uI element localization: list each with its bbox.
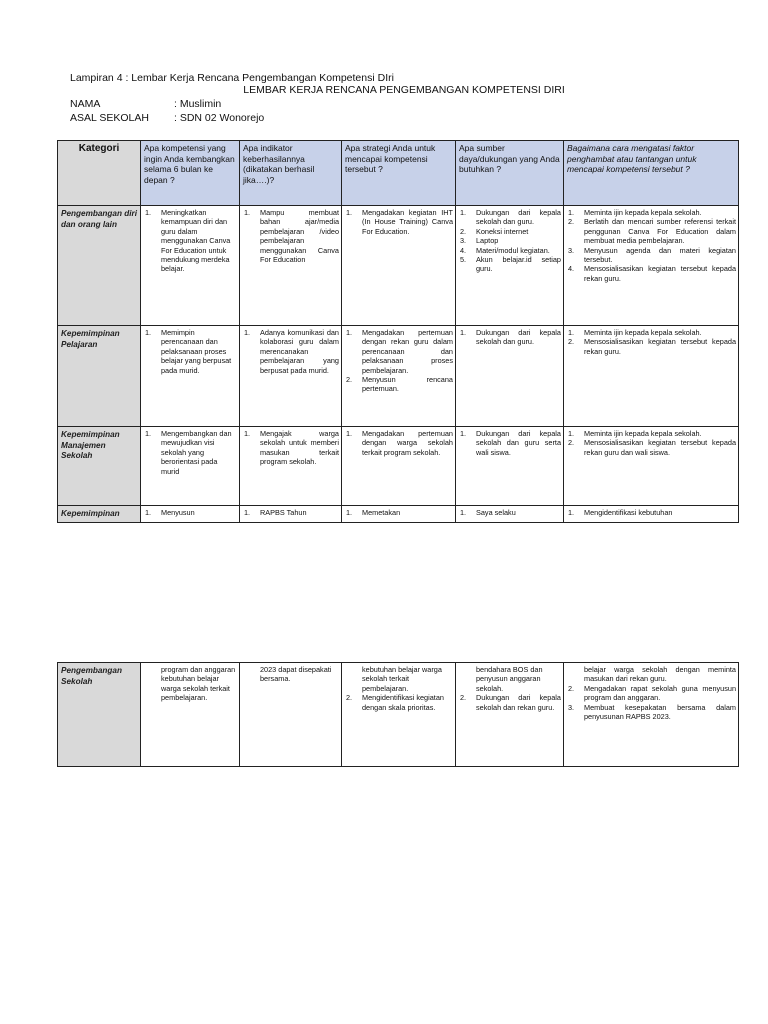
nama-row <box>70 98 221 111</box>
sumber-item-text: Koneksi internet <box>476 226 529 236</box>
sekolah-label: ASAL SEKOLAH <box>70 112 149 124</box>
list-item: 5. Akun belajar.id setiap guru. <box>460 255 561 274</box>
strategi-item-text: Memetakan <box>362 508 401 517</box>
strategi-list <box>345 208 453 236</box>
strategi-list <box>345 508 453 517</box>
column-header-strategi: Apa strategi Anda untuk mencapai kompetensi tersebut ? <box>342 141 456 206</box>
table-row <box>58 326 739 427</box>
column-header-indikator: Apa indikator keberhasilannya (dikatakan berhasil jika….)? <box>240 141 342 206</box>
sumber-item-text: Dukungan dari kepala sekolah dan rekan guru. <box>476 693 561 712</box>
mengatasi-lead-text: belajar warga sekolah dengan meminta masukan dari rekan guru. <box>584 665 736 684</box>
indikator-cell <box>240 506 342 523</box>
list-item: 2. Koneksi internet <box>460 226 529 236</box>
list-item: 1. Adanya komunikasi dan kolaborasi guru dalam merencanakan pembelajaran yang berpusat pada murid. <box>244 328 339 375</box>
category-cell: Pengembangan Sekolah <box>58 663 141 767</box>
sumber-item-text: Materi/modul kegiatan. <box>476 245 550 255</box>
mengatasi-list <box>567 508 736 517</box>
sumber-cell <box>456 427 564 506</box>
list-item: 2. Menyusun rencana pertemuan. <box>346 375 453 394</box>
strategi-cell <box>342 506 456 523</box>
kompetensi-item-text: Mengembangkan dan mewujudkan visi sekolah yang berorientasi pada murid <box>161 429 232 476</box>
sekolah-row <box>70 112 264 125</box>
sumber-lead-text: bendahara BOS dan penyusun anggaran sekolah. <box>476 665 543 693</box>
mengatasi-cell <box>564 206 739 326</box>
sumber-item-text: Akun belajar.id setiap guru. <box>476 255 561 274</box>
lampiran-heading: Lampiran 4 : Lembar Kerja Rencana Pengembangan Kompetensi DIri <box>70 72 394 84</box>
mengatasi-list <box>567 328 736 356</box>
mengatasi-item-text: Meminta ijin kepada kepala sekolah. <box>584 429 702 438</box>
mengatasi-item-text: Mengadakan rapat sekolah guna menyusun program dan anggaran. <box>584 683 736 703</box>
list-item: 2. Mengadakan rapat sekolah guna menyusun program dan anggaran. <box>568 683 736 703</box>
mengatasi-list <box>567 208 736 283</box>
sumber-item-text: Dukungan dari kepala sekolah dan guru. <box>476 328 561 347</box>
list-item: 1. Mengidentifikasi kebutuhan <box>568 508 673 517</box>
kompetensi-cell <box>141 506 240 523</box>
table-row <box>58 506 739 523</box>
strategi-cell <box>342 427 456 506</box>
indikator-cell <box>240 326 342 427</box>
sumber-cell <box>456 506 564 523</box>
kompetensi-item-text: Menyusun <box>161 508 195 517</box>
strategi-item-text: Mengadakan pertemuan dengan warga sekolah terkait program sekolah. <box>362 429 453 457</box>
mengatasi-item-text: Mensosialisasikan kegiatan tersebut kepada rekan guru dan wali siswa. <box>584 438 736 457</box>
continuation-table <box>57 662 739 767</box>
strategi-item-text: Mengadakan kegiatan IHT (In House Training) Canva For Education. <box>362 208 453 236</box>
list-item: 1. Memetakan <box>346 508 401 517</box>
sumber-item-text: Laptop <box>476 236 499 246</box>
sekolah-value: : SDN 02 Wonorejo <box>174 112 265 124</box>
list-item: 1. Saya selaku <box>460 508 516 517</box>
list-item: 1. Memimpin perencanaan dan pelaksanaan proses belajar yang berpusat pada murid. <box>145 328 232 375</box>
strategi-item-text: Menyusun rencana pertemuan. <box>362 375 453 394</box>
table-row <box>58 427 739 506</box>
kompetensi-text: program dan anggaran kebutuhan belajar warga sekolah terkait pembelajaran. <box>161 665 236 703</box>
indikator-text: 2023 dapat disepakati bersama. <box>260 665 332 684</box>
indikator-list <box>243 508 339 517</box>
list-item: 1. Mengajak warga sekolah untuk memberi masukan terkait program sekolah. <box>244 429 339 467</box>
list-item: 1. Dukungan dari kepala sekolah dan guru. <box>460 208 561 227</box>
list-item: 1. Mengadakan pertemuan dengan warga sekolah terkait program sekolah. <box>346 429 453 457</box>
sumber-list <box>459 328 561 347</box>
column-header-sumber: Apa sumber daya/dukungan yang Anda butuhkan ? <box>456 141 564 206</box>
strategi-list <box>345 328 453 394</box>
list-item: 4. Materi/modul kegiatan. <box>460 245 550 255</box>
kompetensi-item-text: Memimpin perencanaan dan pelaksanaan proses belajar yang berpusat pada murid. <box>161 328 232 375</box>
kompetensi-list <box>144 328 237 375</box>
mengatasi-cell <box>564 663 739 767</box>
list-item: 2. Mensosialisasikan kegiatan tersebut kepada rekan guru. <box>568 337 736 356</box>
strategi-list <box>345 693 453 712</box>
sumber-list <box>459 429 561 457</box>
sumber-list <box>459 208 561 274</box>
sumber-item-text: Saya selaku <box>476 508 516 517</box>
mengatasi-cell <box>564 326 739 427</box>
column-header-kategori: Kategori <box>58 141 141 206</box>
mengatasi-item-text: Meminta ijin kepada kepala sekolah. <box>584 328 702 337</box>
list-item: 1. Mampu membuat bahan ajar/media pembelajaran /video pembelajaran menggunakan Canva For Education <box>244 208 339 265</box>
list-item: 1. RAPBS Tahun <box>244 508 307 517</box>
indikator-cell <box>240 663 342 767</box>
indikator-list <box>243 429 339 467</box>
sumber-cell <box>456 326 564 427</box>
indikator-cell <box>240 206 342 326</box>
mengatasi-item-text: Mensosialisasikan kegiatan tersebut kepada rekan guru. <box>584 264 736 283</box>
nama-label: NAMA <box>70 98 101 110</box>
list-item: 2. Mensosialisasikan kegiatan tersebut kepada rekan guru dan wali siswa. <box>568 438 736 457</box>
list-item: 3. Menyusun agenda dan materi kegiatan tersebut. <box>568 245 736 265</box>
category-cell: Kepemimpinan <box>58 506 141 523</box>
mengatasi-item-text: Berlatih dan mencari sumber referensi terkait penggunan Canva For Education dalam membuat media pembelajaran. <box>584 217 736 246</box>
list-item: 1. Meminta ijin kepada kepala sekolah. <box>568 208 702 217</box>
kompetensi-cell <box>141 326 240 427</box>
mengatasi-item-text: Mensosialisasikan kegiatan tersebut kepada rekan guru. <box>584 337 736 356</box>
list-item: 1. Meminta ijin kepada kepala sekolah. <box>568 328 702 337</box>
column-header-kompetensi: Apa kompetensi yang ingin Anda kembangkan selama 6 bulan ke depan ? <box>141 141 240 206</box>
table-body <box>58 206 739 523</box>
indikator-cell <box>240 427 342 506</box>
list-item: 1. Mengadakan kegiatan IHT (In House Training) Canva For Education. <box>346 208 453 236</box>
kompetensi-cell <box>141 427 240 506</box>
list-item: 1. Mengembangkan dan mewujudkan visi sekolah yang berorientasi pada murid <box>145 429 232 476</box>
list-item: 1. Mengadakan pertemuan dengan rekan guru dalam perencanaan dan pelaksanaan proses pembelajaran. <box>346 328 453 375</box>
mengatasi-item-text: Membuat kesepakatan bersama dalam penyusunan RAPBS 2023. <box>584 702 736 722</box>
list-item: 2. Berlatih dan mencari sumber referensi terkait penggunan Canva For Education dalam membuat media pembelajaran. <box>568 217 736 246</box>
kompetensi-list <box>144 208 237 274</box>
list-item: 3. Membuat kesepakatan bersama dalam penyusunan RAPBS 2023. <box>568 702 736 722</box>
list-item: 4. Mensosialisasikan kegiatan tersebut kepada rekan guru. <box>568 264 736 283</box>
strategi-item-text: Mengadakan pertemuan dengan rekan guru dalam perencanaan dan pelaksanaan proses pembelajaran. <box>362 328 453 375</box>
strategi-cell <box>342 326 456 427</box>
strategi-cell <box>342 206 456 326</box>
indikator-list <box>243 328 339 375</box>
indikator-item-text: RAPBS Tahun <box>260 508 307 517</box>
indikator-item-text: Mengajak warga sekolah untuk memberi masukan terkait program sekolah. <box>260 429 339 467</box>
list-item: 2. Mengidentifikasi kegiatan dengan skala prioritas. <box>346 693 444 712</box>
mengatasi-list <box>567 684 736 722</box>
indikator-list <box>243 208 339 264</box>
mengatasi-cell <box>564 427 739 506</box>
strategi-item-text: Mengidentifikasi kegiatan dengan skala prioritas. <box>362 693 444 712</box>
mengatasi-list <box>567 429 736 457</box>
strategi-cell <box>342 663 456 767</box>
document-title: LEMBAR KERJA RENCANA PENGEMBANGAN KOMPETENSI DIRI <box>243 84 565 96</box>
sumber-cell <box>456 206 564 326</box>
sumber-cell <box>456 663 564 767</box>
category-cell: Kepemimpinan Pelajaran <box>58 326 141 427</box>
list-item: 1. Meminta ijin kepada kepala sekolah. <box>568 429 702 438</box>
category-cell: Pengembangan diri dan orang lain <box>58 206 141 326</box>
list-item: 1. Dukungan dari kepala sekolah dan guru. <box>460 328 561 347</box>
competency-table <box>57 140 739 523</box>
sumber-list <box>459 508 561 517</box>
list-item: 1. Dukungan dari kepala sekolah dan guru serta wali siswa. <box>460 429 561 457</box>
kompetensi-item-text: Meningkatkan kemampuan diri dan guru dalam menggunakan Canva For Education untuk mendukung merdeka belajar. <box>161 208 231 274</box>
table-row <box>58 663 739 767</box>
mengatasi-cell <box>564 506 739 523</box>
sumber-item-text: Dukungan dari kepala sekolah dan guru. <box>476 208 561 227</box>
table-row <box>58 206 739 326</box>
mengatasi-item-text: Meminta ijin kepada kepala sekolah. <box>584 208 702 217</box>
category-cell: Kepemimpinan Manajemen Sekolah <box>58 427 141 506</box>
list-item: 2. Dukungan dari kepala sekolah dan rekan guru. <box>460 693 561 712</box>
mengatasi-item-text: Menyusun agenda dan materi kegiatan tersebut. <box>584 245 736 265</box>
list-item: 1. Menyusun <box>145 508 195 517</box>
kompetensi-cell <box>141 206 240 326</box>
indikator-item-text: Mampu membuat bahan ajar/media pembelajaran /video pembelajaran menggunakan Canva For Education <box>260 208 339 265</box>
list-item: 3. Laptop <box>460 236 499 246</box>
mengatasi-item-text: Mengidentifikasi kebutuhan <box>584 508 673 517</box>
kompetensi-cell <box>141 663 240 767</box>
kompetensi-list <box>144 429 237 476</box>
list-item: 1. Meningkatkan kemampuan diri dan guru dalam menggunakan Canva For Education untuk mendukung merdeka belajar. <box>145 208 231 274</box>
column-header-mengatasi: Bagaimana cara mengatasi faktor penghambat atau tantangan untuk mencapai kompetensi tersebut ? <box>564 141 739 206</box>
sumber-item-text: Dukungan dari kepala sekolah dan guru serta wali siswa. <box>476 429 561 457</box>
indikator-item-text: Adanya komunikasi dan kolaborasi guru dalam merencanakan pembelajaran yang berpusat pada murid. <box>260 328 339 375</box>
strategi-lead-text: kebutuhan belajar warga sekolah terkait pembelajaran. <box>362 665 442 693</box>
nama-value: : Muslimin <box>174 98 222 110</box>
sumber-list <box>459 693 561 712</box>
strategi-list <box>345 429 453 457</box>
kompetensi-list <box>144 508 237 517</box>
